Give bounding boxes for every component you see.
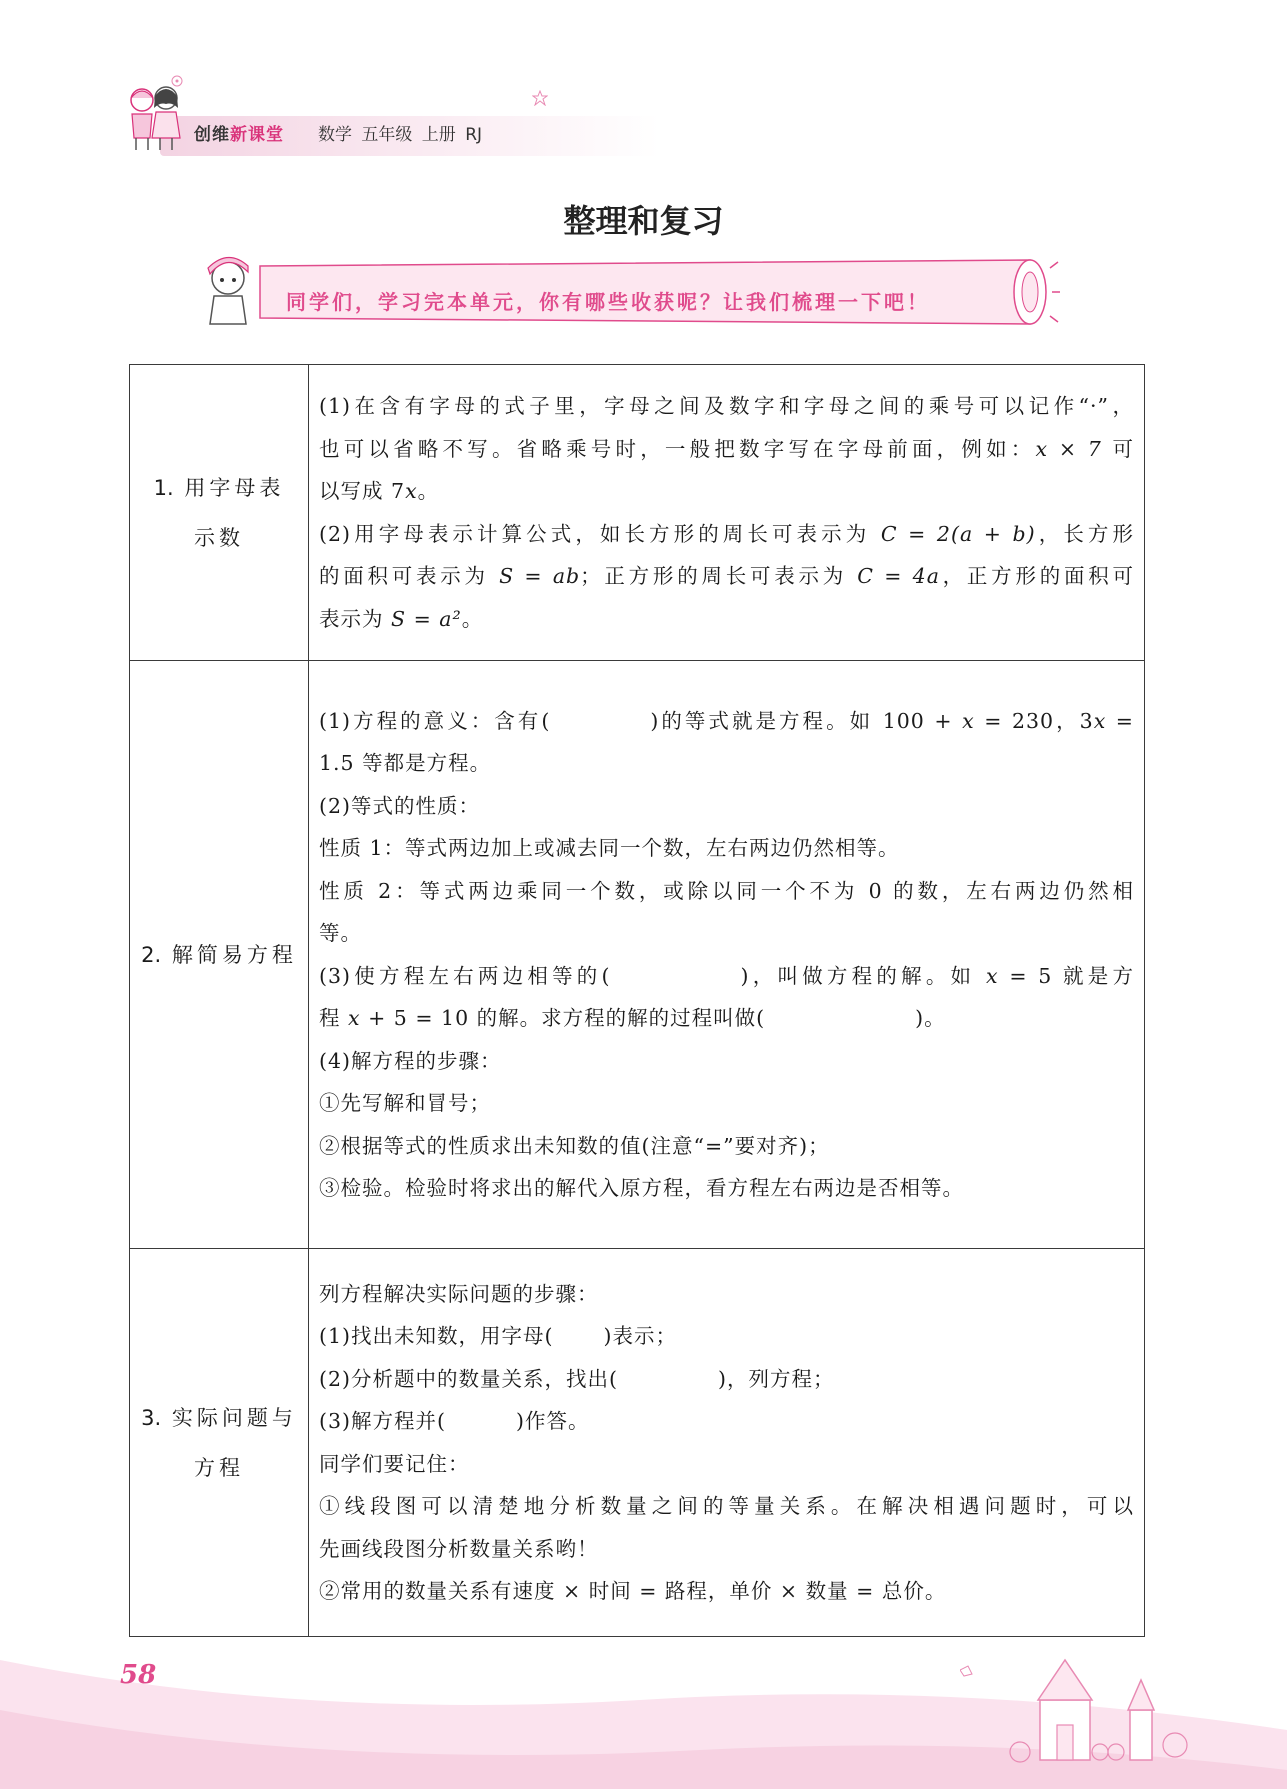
content-cell	[309, 365, 1145, 661]
text-line: 先画线段图分析数量关系哟！	[319, 1536, 599, 1561]
text-line: (3)解方程并( )作答。	[319, 1409, 590, 1433]
category-cell: 3. 实际问题与 方程	[130, 1249, 309, 1637]
text-line: ①先写解和冒号；	[319, 1091, 491, 1115]
page-title: 整理和复习	[563, 202, 724, 240]
text-line: (2)等式的性质：	[319, 793, 481, 818]
text-line: ③检验。检验时将求出的解代入原方程，看方程左右两边是否相等。	[319, 1176, 964, 1200]
brand-name: 创维新课堂	[194, 125, 284, 145]
text-line: 等。	[319, 921, 362, 945]
text-line: 1.5 等都是方程。	[319, 751, 492, 775]
table-row	[130, 661, 1145, 1249]
review-table	[129, 364, 1145, 1637]
girl-mascot-icon	[208, 257, 248, 324]
book-info: 数学 五年级 上册 RJ	[318, 125, 483, 145]
text-line: (4)解方程的步骤：	[319, 1048, 502, 1073]
text-line: 同学们要记住：	[319, 1451, 470, 1476]
category-cell: 2. 解简易方程	[130, 661, 309, 1249]
text-line: (1)方程的意义：含有( )的等式就是方程。如 100 + x = 230，3x =	[319, 708, 1134, 733]
castle-illustration-icon	[960, 1640, 1200, 1770]
text-line: 也可以省略不写。省略乘号时，一般把数字写在字母前面，例如：x × 7 可	[319, 436, 1134, 461]
flower-icon	[532, 90, 548, 106]
text-line: 的面积可表示为 S = ab；正方形的周长可表示为 C = 4a，正方形的面积可	[319, 564, 1134, 588]
text-line: ②根据等式的性质求出未知数的值(注意“=”要对齐)；	[319, 1133, 830, 1158]
text-line: ②常用的数量关系有速度 × 时间 = 路程，单价 × 数量 = 总价。	[319, 1579, 947, 1603]
text-line: (2)分析题中的数量关系，找出( )，列方程；	[319, 1366, 835, 1391]
text-line: (1)在含有字母的式子里，字母之间及数字和字母之间的乘号可以记作“·”，	[319, 394, 1134, 418]
text-line: 程 x + 5 = 10 的解。求方程的解的过程叫做( )。	[319, 1006, 946, 1030]
text-line: 性质 1：等式两边加上或减去同一个数，左右两边仍然相等。	[319, 836, 900, 860]
text-line: 性质 2：等式两边乘同一个数，或除以同一个不为 0 的数，左右两边仍然相	[319, 878, 1134, 903]
kids-illustration-icon	[120, 80, 188, 152]
content-cell	[309, 1249, 1145, 1637]
text-line: (2)用字母表示计算公式，如长方形的周长可表示为 C = 2(a + b)，长方形	[319, 521, 1135, 546]
category-cell: 1. 用字母表 示数	[130, 365, 309, 661]
text-line: 表示为 S = a²。	[319, 606, 484, 631]
text-line: (1)找出未知数，用字母( )表示；	[319, 1324, 678, 1348]
text-line: ①线段图可以清楚地分析数量之间的等量关系。在解决相遇问题时，可以	[319, 1494, 1134, 1518]
page-number: 58	[120, 1660, 157, 1690]
page-header	[120, 72, 560, 162]
content-cell	[309, 661, 1145, 1249]
text-line: (3)使方程左右两边相等的( )，叫做方程的解。如 x = 5 就是方	[319, 963, 1134, 988]
flower-icon	[170, 74, 184, 88]
text-line: 以写成 7x。	[319, 479, 440, 503]
banner-text: 同学们，学习完本单元，你有哪些收获呢？让我们梳理一下吧！	[286, 290, 930, 314]
table-row	[130, 365, 1145, 661]
text-line: 列方程解决实际问题的步骤：	[319, 1281, 599, 1306]
table-row	[130, 1249, 1145, 1637]
